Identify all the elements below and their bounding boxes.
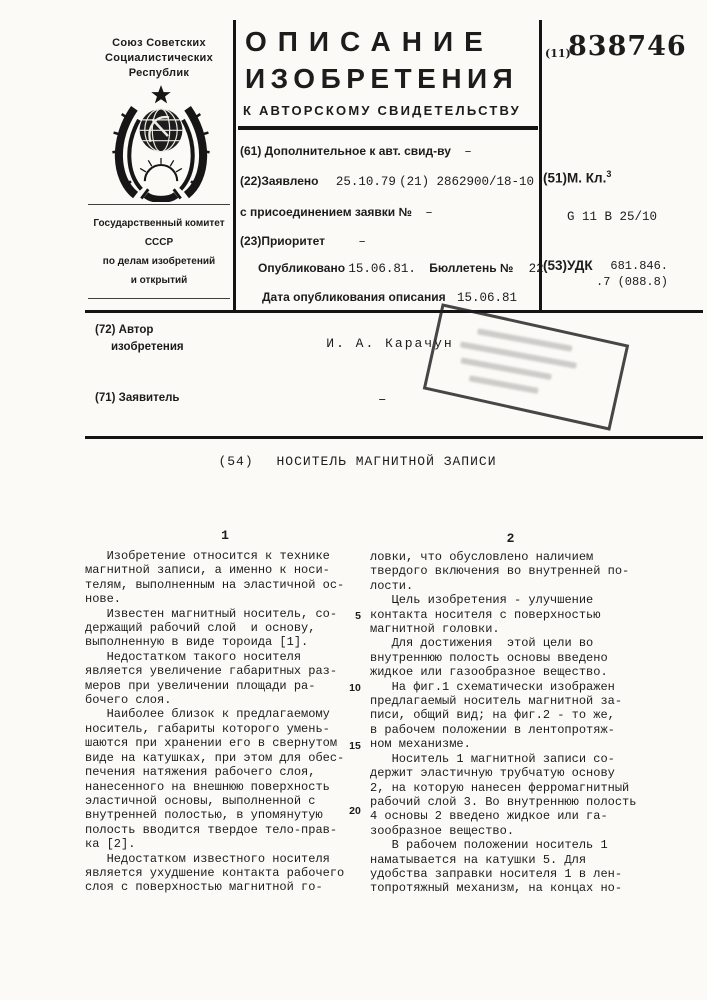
- invention-title-text: НОСИТЕЛЬ МАГНИТНОЙ ЗАПИСИ: [276, 454, 497, 469]
- pub-number: 838746: [568, 31, 687, 62]
- field-bulletin-label: Бюллетень №: [429, 261, 514, 275]
- paragraph: ловки, что обусловлено наличием твердого включения во внутренней по- лости.: [370, 550, 630, 593]
- paragraph: В рабочем положении носитель 1 наматывается на катушки 5. Для удобства заправки носителя 1 в лен- топротяжный механизм, на концах но-: [370, 838, 623, 896]
- paragraph: Изобретение относится к технике магнитной записи, а именно к носи- телям, выполненным на эластичной ос- нове.: [85, 549, 345, 607]
- field-joined: [240, 205, 433, 220]
- field-pub-desc: [262, 290, 517, 305]
- column-2-number: 2: [506, 531, 515, 546]
- field-bulletin-number: 22: [528, 262, 544, 276]
- union-name: Союз Советских Социалистических Республик: [105, 37, 213, 79]
- field-51-sup: 3: [606, 169, 612, 179]
- paragraph: Носитель 1 магнитной записи со- держит эластичную трубчатую основу 2, на которую нанесен ферромагнитный рабочий слой 3. Во внутреннюю полость 4 основы 2 введено жидкое или га- зообразное вещество.: [370, 751, 637, 838]
- paragraph: Для достижения этой цели во внутреннюю полость основы введено жидкое или газообразное вещество.: [370, 636, 608, 680]
- invention-title: [85, 454, 630, 469]
- paragraph: Известен магнитный носитель, со- держащий рабочий слой и основу, выполненную в виде тороида [1].: [85, 606, 338, 650]
- field-pub-desc-label: Дата опубликования описания: [262, 290, 446, 304]
- field-22-label: (22)Заявлено: [240, 174, 319, 188]
- committee-name: Государственный комитет СССР по делам изобретений и открытий: [88, 204, 230, 299]
- field-23-value: –: [358, 235, 366, 249]
- field-22: [240, 174, 534, 189]
- stamp: [423, 303, 629, 430]
- field-joined-value: –: [425, 206, 433, 220]
- field-61-value: –: [464, 145, 472, 159]
- line-number: 15: [349, 740, 361, 752]
- field-51-class: G 11 B 25/10: [567, 210, 658, 224]
- paragraph: Цель изобретения - улучшение контакта носителя с поверхностью магнитной головки.: [370, 593, 601, 637]
- field-21-number: 2862900/18-10: [436, 175, 535, 189]
- title-section-rule: [85, 436, 703, 439]
- paragraph: Недостатком такого носителя является увеличение габаритных раз- меров при увеличении площади ра- бочего слоя.: [85, 649, 338, 708]
- doc-type-line-2: ИЗОБРЕТЕНИЯ: [245, 63, 519, 94]
- field-23-label: (23)Приоритет: [240, 234, 325, 248]
- paragraph: На фиг.1 схематически изображен предлагаемый носитель магнитной за- писи, общий вид; на фиг.2 - то же, в рабочем положении в лентопротяж- ном механизме.: [370, 679, 623, 752]
- line-number: 10: [349, 682, 361, 694]
- paragraph: Недостатком известного носителя является ухудшение контакта рабочего слоя с поверхностью магнитной го-: [85, 851, 345, 895]
- paragraph: Наиболее близок к предлагаемому носитель, габариты которого умень- шаются при хранении его в свернутом виде на катушках, при этом для обес- печения натяжения рабочего слоя, нанесенного на внешнюю поверхность эластичной основы, выполненной с внутренней полостью, в упомянутую полость вводится твердое тело-прав- ка [2].: [85, 707, 345, 852]
- field-61: [240, 144, 472, 159]
- field-joined-label: с присоединением заявки №: [240, 205, 412, 219]
- invention-title-code: (54): [218, 454, 254, 469]
- field-22-date: 25.10.79: [335, 175, 396, 189]
- column-1-number: 1: [221, 528, 229, 543]
- field-23: [240, 234, 366, 249]
- header-bottom-rule: [85, 310, 703, 313]
- doc-type-line-1: ОПИСАНИЕ: [245, 26, 494, 57]
- field-51-label: (51)М. Кл.: [543, 170, 607, 186]
- field-61-label: (61) Дополнительное к авт. свид-ву: [240, 144, 451, 158]
- field-published-date: 15.06.81.: [348, 262, 416, 276]
- field-51: [543, 169, 611, 186]
- field-pub-desc-date: 15.06.81: [456, 291, 517, 305]
- author-label: (72) Автор изобретения: [95, 324, 184, 353]
- body-left-column: [85, 549, 367, 895]
- author-value: И. А. Карачун: [326, 336, 454, 351]
- field-21-code: (21): [399, 175, 430, 189]
- applicant-value: –: [378, 392, 387, 408]
- line-number: 20: [349, 805, 361, 817]
- doc-type-line-3: К АВТОРСКОМУ СВИДЕТЕЛЬСТВУ: [243, 103, 521, 118]
- header-divider-left: [233, 20, 236, 312]
- field-published-label: Опубликовано: [258, 261, 346, 275]
- line-number: 5: [355, 610, 361, 622]
- pub-number-code: (11): [545, 47, 571, 60]
- doc-type-underline: [238, 126, 538, 130]
- ussr-coat-of-arms-icon: [102, 84, 220, 202]
- field-53-label: (53)УДК: [543, 258, 593, 273]
- applicant-label: (71) Заявитель: [95, 392, 180, 404]
- body-right-column: [370, 550, 658, 896]
- field-53-value: 681.846. .7 (088.8): [596, 259, 669, 289]
- field-published: [258, 261, 544, 276]
